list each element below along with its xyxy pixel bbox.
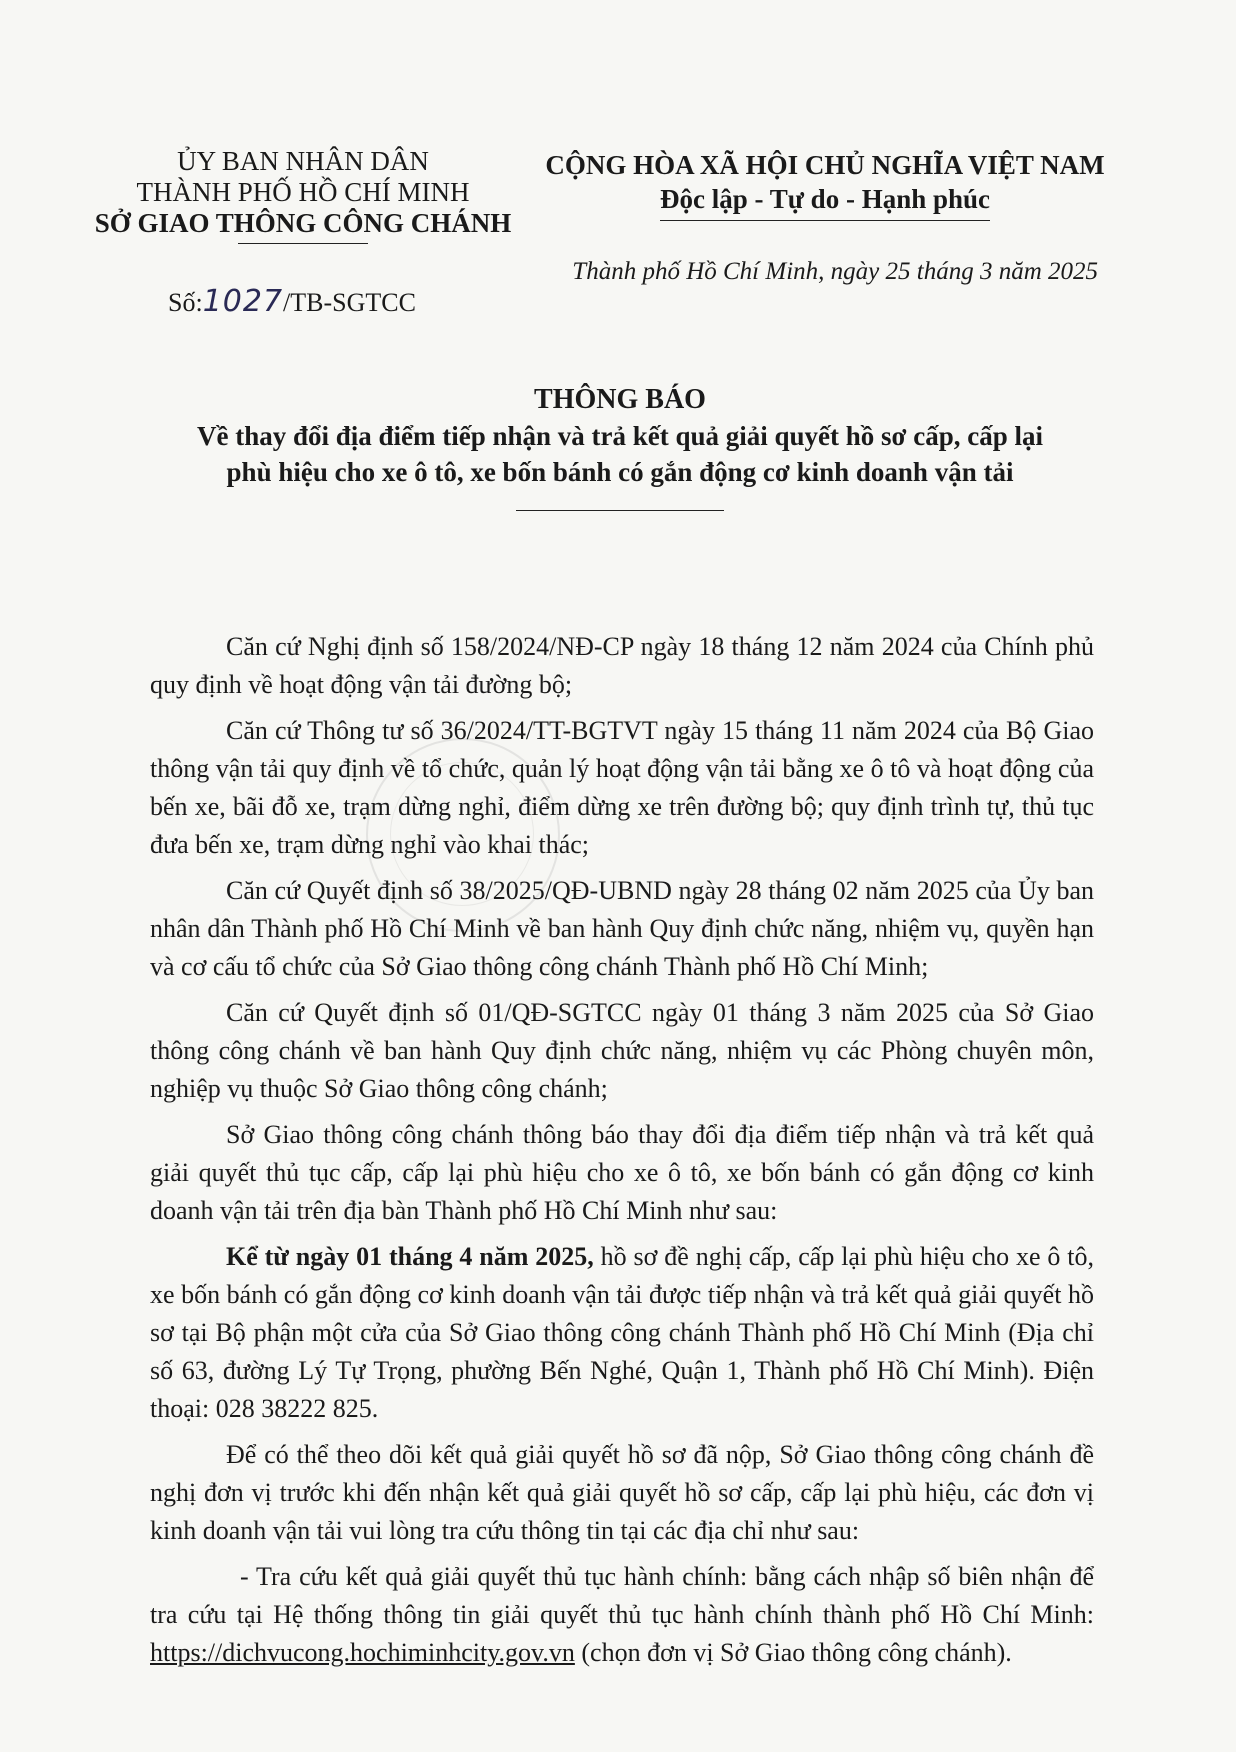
paragraph-legal-basis-1: Căn cứ Nghị định số 158/2024/NĐ-CP ngày 18 tháng 12 năm 2024 của Chính phủ quy định về hoạt động vận tải đường bộ; bbox=[150, 632, 1094, 699]
authority-underline bbox=[238, 243, 368, 244]
paragraph-legal-basis-3: Căn cứ Quyết định số 38/2025/QĐ-UBND ngày 28 tháng 02 năm 2025 của Ủy ban nhân dân Thành phố Hồ Chí Minh về ban hành Quy định chức năng, nhiệm vụ, quyền hạn và cơ cấu tổ chức của Sở Giao thông công chánh Thành phố Hồ Chí Minh; bbox=[150, 876, 1094, 981]
paragraph-legal-basis-2: Căn cứ Thông tư số 36/2024/TT-BGTVT ngày 15 tháng 11 năm 2024 của Bộ Giao thông vận tải quy định về tổ chức, quản lý hoạt động vận tải bằng xe ô tô và hoạt động của bến xe, bãi đỗ xe, trạm dừng nghỉ, điểm dừng xe trên đường bộ; quy định trình tự, thủ tục đưa bến xe, trạm dừng nghỉ vào khai thác; bbox=[150, 716, 1094, 859]
doc-number-handwritten: 1027 bbox=[202, 284, 284, 319]
national-motto: Độc lập - Tự do - Hạnh phúc bbox=[660, 182, 990, 221]
title-divider bbox=[516, 510, 724, 511]
title-subtitle-1: Về thay đổi địa điểm tiếp nhận và trả kết quả giải quyết hồ sơ cấp, cấp lại bbox=[196, 421, 1044, 451]
place-and-date: Thành phố Hồ Chí Minh, ngày 25 tháng 3 năm 2025 bbox=[572, 258, 1098, 285]
national-heading bbox=[520, 148, 1130, 221]
title-main: THÔNG BÁO bbox=[534, 384, 706, 415]
public-service-link[interactable]: https://dichvucong.hochiminhcity.gov.vn bbox=[150, 1638, 575, 1667]
authority-line-1: ỦY BAN NHÂN DÂN bbox=[177, 146, 429, 176]
paragraph-lookup-request: Để có thể theo dõi kết quả giải quyết hồ sơ đã nộp, Sở Giao thông công chánh đề nghị đơn vị trước khi đến nhận kết quả giải quyết hồ sơ cấp, cấp lại phù hiệu, các đơn vị kinh doanh vận tải vui lòng tra cứu thông tin tại các địa chỉ như sau: bbox=[150, 1440, 1094, 1545]
nation-name: CỘNG HÒA XÃ HỘI CHỦ NGHĨA VIỆT NAM bbox=[545, 150, 1105, 180]
doc-number-prefix: Số: bbox=[168, 288, 203, 317]
authority-line-3: SỞ GIAO THÔNG CÔNG CHÁNH bbox=[94, 208, 512, 238]
paragraph-legal-basis-4: Căn cứ Quyết định số 01/QĐ-SGTCC ngày 01 tháng 3 năm 2025 của Sở Giao thông công chánh về ban hành Quy định chức năng, nhiệm vụ các Phòng chuyên môn, nghiệp vụ thuộc Sở Giao thông công chánh; bbox=[150, 998, 1094, 1103]
document-body bbox=[150, 628, 1094, 1680]
effective-date-bold: Kể từ ngày 01 tháng 4 năm 2025, bbox=[226, 1242, 594, 1271]
paragraph-lookup-method bbox=[150, 1558, 1094, 1672]
paragraph-effective-date bbox=[150, 1238, 1094, 1428]
paragraph-announcement: Sở Giao thông công chánh thông báo thay đổi địa điểm tiếp nhận và trả kết quả giải quyết thủ tục cấp, cấp lại phù hiệu cho xe ô tô, xe bốn bánh có gắn động cơ kinh doanh vận tải trên địa bàn Thành phố Hồ Chí Minh như sau: bbox=[150, 1120, 1094, 1225]
title-subtitle-2: phù hiệu cho xe ô tô, xe bốn bánh có gắn động cơ kinh doanh vận tải bbox=[226, 457, 1014, 487]
doc-number-suffix: /TB-SGTCC bbox=[283, 288, 416, 317]
issuing-authority bbox=[88, 146, 518, 244]
lookup-method-end: (chọn đơn vị Sở Giao thông công chánh). bbox=[574, 1638, 1012, 1667]
effective-date-text: hồ sơ đề nghị cấp, cấp lại phù hiệu cho xe ô tô, xe bốn bánh có gắn động cơ kinh doanh vận tải được tiếp nhận và trả kết quả giải quyết hồ sơ tại Bộ phận một cửa của Sở Giao thông công chánh Thành phố Hồ Chí Minh (Địa chỉ số 63, đường Lý Tự Trọng, phường Bến Nghé, Quận 1, Thành phố Hồ Chí Minh). Điện thoại: 028 38222 825. bbox=[150, 1242, 1094, 1423]
lookup-method-text: - Tra cứu kết quả giải quyết thủ tục hành chính: bằng cách nhập số biên nhận để tra cứu tại Hệ thống thông tin giải quyết thủ tục hành chính thành phố Hồ Chí Minh: bbox=[150, 1562, 1094, 1629]
authority-line-2: THÀNH PHỐ HỒ CHÍ MINH bbox=[136, 177, 470, 207]
document-title bbox=[120, 382, 1120, 511]
document-number bbox=[168, 284, 416, 319]
